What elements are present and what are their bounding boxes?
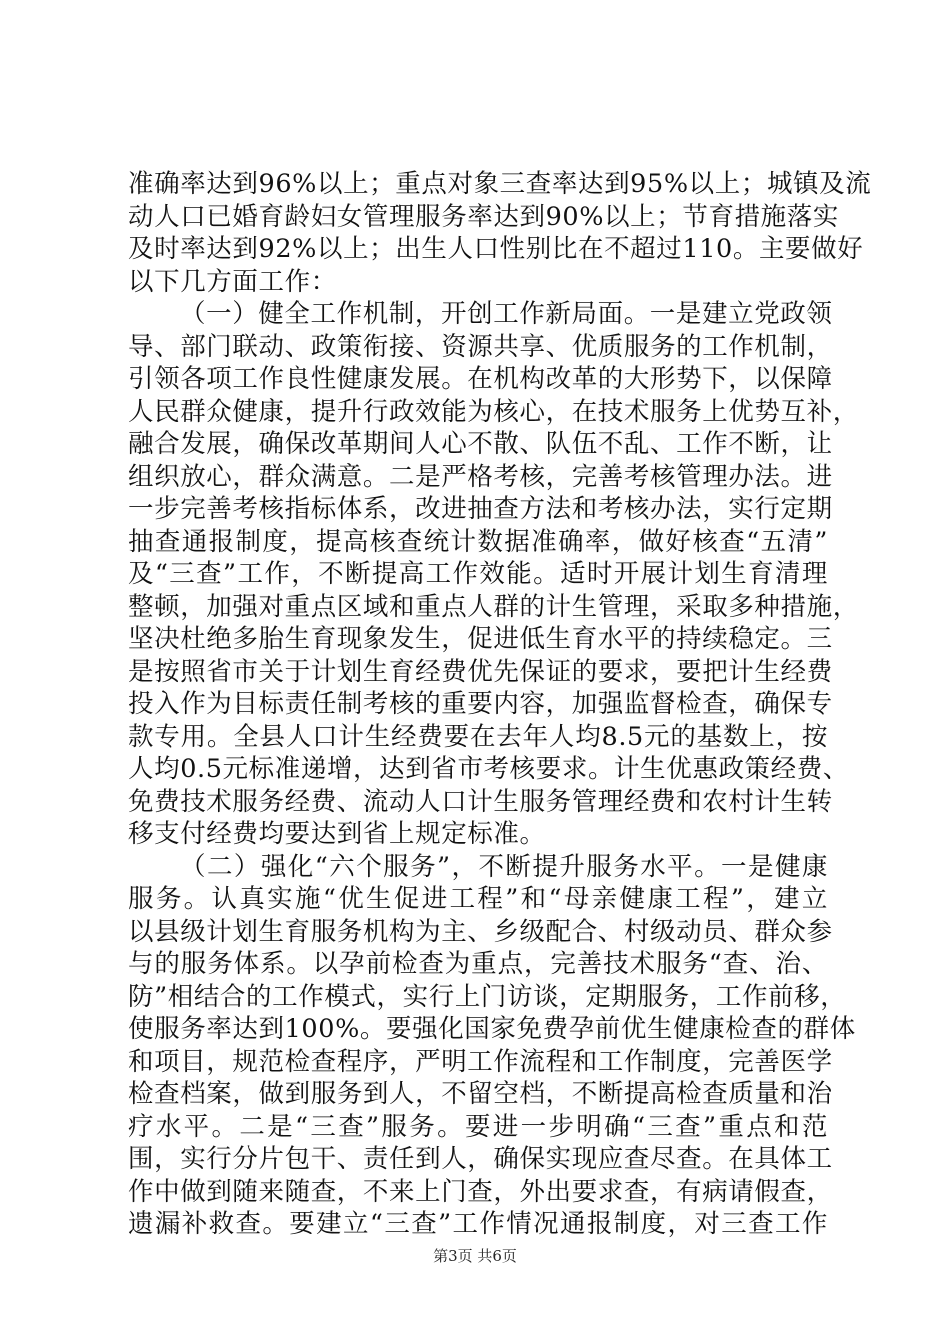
text-line: 服务。认真实施“优生促进工程”和“母亲健康工程”，建立 (128, 884, 828, 914)
text-line: 是按照省市关于计划生育经费优先保证的要求，要把计生经费 (128, 656, 833, 687)
text-line: 和项目，规范检查程序，严明工作流程和工作制度，完善医学 (128, 1046, 833, 1077)
text-line: （一）健全工作机制，开创工作新局面。一是建立党政领 (180, 299, 833, 329)
text-line: 围，实行分片包干、责任到人，确保实现应查尽查。在具体工 (128, 1144, 833, 1174)
text-line: 作中做到随来随查，不来上门查，外出要求查，有病请假查， (128, 1176, 833, 1207)
text-line: 与的服务体系。以孕前检查为重点，完善技术服务“查、治、 (128, 949, 828, 979)
page-number: 第3页 共6页 (433, 1247, 517, 1265)
text-line: 组织放心，群众满意。二是严格考核，完善考核管理办法。进 (128, 461, 833, 492)
text-line: 及“三查”工作，不断提高工作效能。适时开展计划生育清理 (128, 559, 828, 589)
text-line: 疗水平。二是“三查”服务。要进一步明确“三查”重点和范 (128, 1111, 828, 1142)
text-line: （二）强化“六个服务”，不断提升服务水平。一是健康 (180, 851, 828, 882)
text-line: 坚决杜绝多胎生育现象发生，促进低生育水平的持续稳定。三 (128, 624, 833, 654)
text-line: 防”相结合的工作模式，实行上门访谈，定期服务，工作前移， (128, 981, 847, 1012)
text-line: 抽查通报制度，提高核查统计数据准确率，做好核查“五清” (128, 526, 828, 557)
text-line: 融合发展，确保改革期间人心不散、队伍不乱、工作不断，让 (128, 429, 833, 459)
text-line: 以下几方面工作： (128, 266, 337, 297)
text-line: 引领各项工作良性健康发展。在机构改革的大形势下，以保障 (128, 364, 833, 394)
text-line: 一步完善考核指标体系，改进抽查方法和考核办法，实行定期 (128, 494, 833, 524)
text-line: 投入作为目标责任制考核的重要内容，加强监督检查，确保专 (128, 689, 833, 719)
text-line: 检查档案，做到服务到人，不留空档，不断提高检查质量和治 (128, 1079, 833, 1109)
text-line: 款专用。全县人口计生经费要在去年人均8.5元的基数上，按 (128, 721, 828, 752)
text-line: 整顿，加强对重点区域和重点人群的计生管理，采取多种措施， (128, 591, 859, 622)
text-line: 及时率达到92%以上；出生人口性别比在不超过110。主要做好 (128, 234, 864, 264)
document-body (128, 168, 872, 1241)
text-line: 人民群众健康，提升行政效能为核心，在技术服务上优势互补， (128, 396, 859, 427)
text-line: 准确率达到96%以上；重点对象三查率达到95%以上；城镇及流 (128, 169, 872, 199)
text-line: 导、部门联动、政策衔接、资源共享、优质服务的工作机制， (128, 331, 833, 362)
text-line: 使服务率达到100%。要强化国家免费孕前优生健康检查的群体 (128, 1014, 856, 1044)
text-line: 人均0.5元标准递增，达到省市考核要求。计生优惠政策经费、 (128, 754, 849, 784)
text-line: 移支付经费均要达到省上规定标准。 (128, 819, 546, 849)
text-line: 动人口已婚育龄妇女管理服务率达到90%以上；节育措施落实 (128, 201, 839, 232)
text-line: 免费技术服务经费、流动人口计生服务管理经费和农村计生转 (128, 786, 833, 817)
text-line: 以县级计划生育服务机构为主、乡级配合、村级动员、群众参 (128, 916, 833, 947)
text-line: 遗漏补救查。要建立“三查”工作情况通报制度，对三查工作 (128, 1209, 828, 1239)
